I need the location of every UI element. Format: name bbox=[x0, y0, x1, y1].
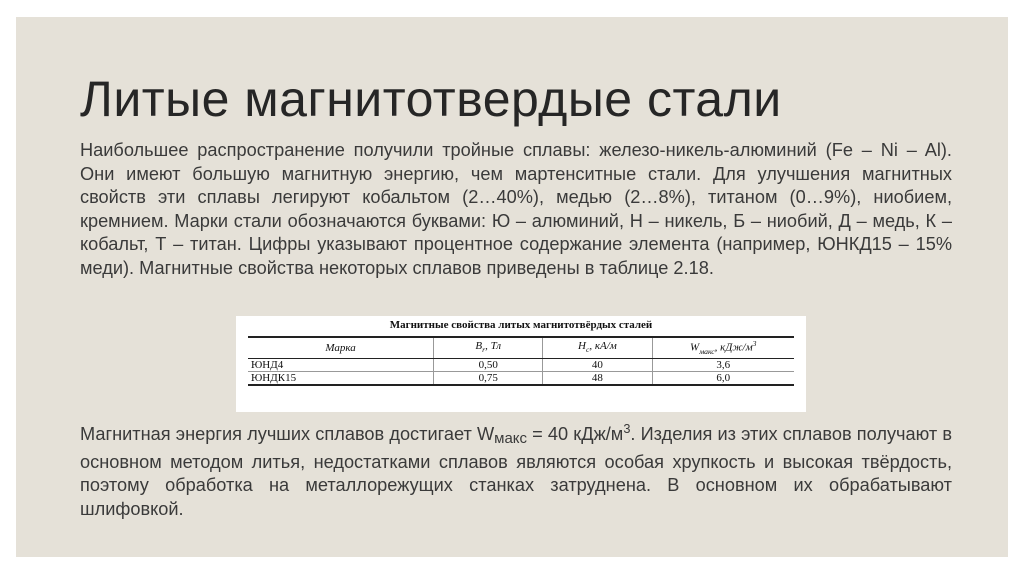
header-hc: $H_c$, кА/м bbox=[543, 337, 652, 358]
header-grade: Марка bbox=[248, 337, 434, 358]
cell-hc: 48 bbox=[543, 371, 652, 385]
body-paragraph-2: Магнитная энергия лучших сплавов достигает Wмакс = 40 кДж/$м^3$. Изделия из этих сплавов получают в основном методом литья, недостатками сплавов являются особая хрупкость и высокая твёрдость, поэтому обработка на металлорежущих станках затруднена. В основном их обрабатывают шлифовкой. bbox=[80, 421, 953, 519]
cell-grade: ЮНД4 bbox=[248, 358, 434, 371]
table-header-row bbox=[248, 337, 794, 358]
table-caption: Магнитные свойства литых магнитотвёрдых сталей bbox=[389, 319, 653, 331]
cell-grade: ЮНДК15 bbox=[248, 371, 434, 385]
table-row bbox=[248, 358, 794, 371]
cell-wmax: 6,0 bbox=[652, 371, 794, 385]
properties-table-figure bbox=[236, 316, 806, 412]
cell-br: 0,50 bbox=[434, 358, 543, 371]
table-row bbox=[248, 371, 794, 385]
cell-hc: 40 bbox=[543, 358, 652, 371]
slide-title: Литые магнитотвердые стали bbox=[80, 71, 782, 127]
header-br: $B_r$, Тл bbox=[434, 337, 543, 358]
cell-wmax: 3,6 bbox=[652, 358, 794, 371]
body-paragraph-1: Наибольшее распространение получили тройные сплавы: железо-никель-алюминий (Fe – Ni – Al). Они имеют большую магнитную энергию, чем мартенситные стали. Для улучшения магнитных свойств эти сплавы легируют кобальтом (2…40%), медью (2…8%), титаном (0…9%), ниобием, кремнием. Марки стали обозначаются буквами: Ю – алюминий, Н – никель, Б – ниобий, Д – медь, К – кобальт, Т – титан. Цифры указывают процентное содержание элемента (например, ЮНКД15 – 15% меди). Магнитные свойства некоторых сплавов приведены в таблице 2.18. bbox=[80, 140, 952, 278]
header-wmax: $W_{макс}$, кДж/$м^3$ bbox=[652, 337, 794, 358]
cell-br: 0,75 bbox=[434, 371, 543, 385]
properties-table bbox=[248, 336, 794, 386]
